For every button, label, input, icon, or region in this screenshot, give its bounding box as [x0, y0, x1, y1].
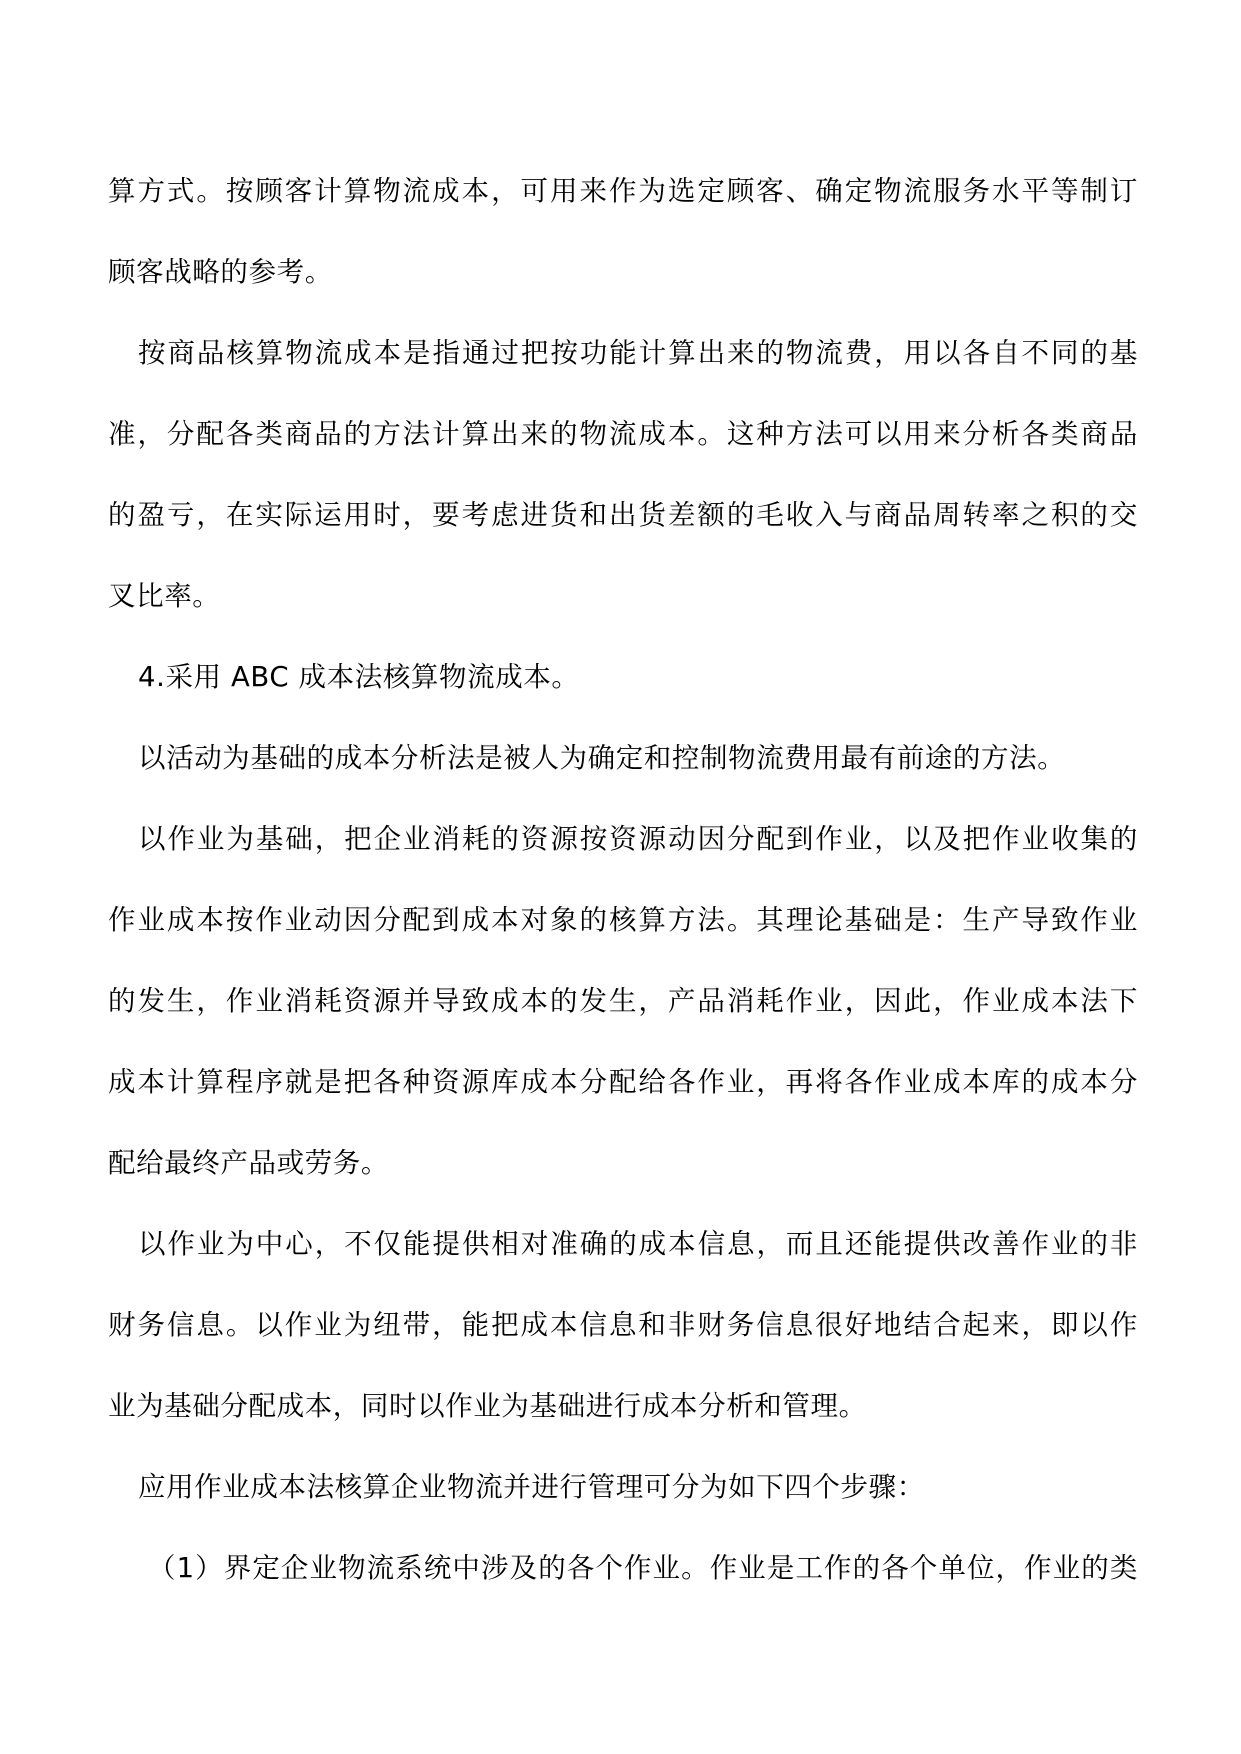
text-line: 的发生，作业消耗资源并导致成本的发生，产品消耗作业，因此，作业成本法下 [108, 985, 1138, 1017]
paragraph-first-line: 以作业为中心，不仅能提供相对准确的成本信息，而且还能提供改善作业的非 [138, 1228, 1138, 1260]
paragraph-first-line: 按商品核算物流成本是指通过把按功能计算出来的物流费，用以各自不同的基 [138, 337, 1138, 369]
text-line: 顾客战略的参考。 [108, 256, 333, 288]
text-line: 配给最终产品或劳务。 [108, 1147, 389, 1179]
text-line: 叉比率。 [108, 580, 221, 612]
paragraph-first-line: 以作业为基础，把企业消耗的资源按资源动因分配到作业，以及把作业收集的 [138, 823, 1138, 855]
list-item-step-1: （1）界定企业物流系统中涉及的各个作业。作业是工作的各个单位，作业的类 [148, 1552, 1138, 1584]
text-line: 准，分配各类商品的方法计算出来的物流成本。这种方法可以用来分析各类商品 [108, 418, 1138, 450]
text-line: 算方式。按顾客计算物流成本，可用来作为选定顾客、确定物流服务水平等制订 [108, 175, 1138, 207]
text-line: 作业成本按作业动因分配到成本对象的核算方法。其理论基础是：生产导致作业 [108, 904, 1138, 936]
text-line: 的盈亏，在实际运用时，要考虑进货和出货差额的毛收入与商品周转率之积的交 [108, 499, 1138, 531]
text-line: 成本计算程序就是把各种资源库成本分配给各作业，再将各作业成本库的成本分 [108, 1066, 1138, 1098]
paragraph-first-line: 应用作业成本法核算企业物流并进行管理可分为如下四个步骤： [138, 1471, 925, 1503]
section-heading: 4.采用 ABC 成本法核算物流成本。 [138, 661, 580, 693]
paragraph-first-line: 以活动为基础的成本分析法是被人为确定和控制物流费用最有前途的方法。 [138, 742, 1066, 774]
text-line: 业为基础分配成本，同时以作业为基础进行成本分析和管理。 [108, 1390, 867, 1422]
text-line: 财务信息。以作业为纽带，能把成本信息和非财务信息很好地结合起来，即以作 [108, 1309, 1138, 1341]
